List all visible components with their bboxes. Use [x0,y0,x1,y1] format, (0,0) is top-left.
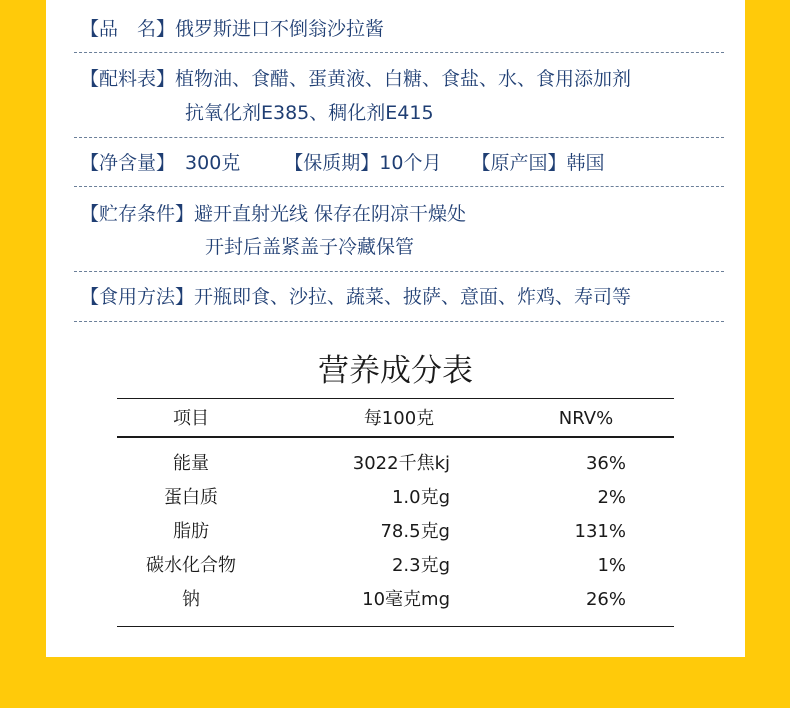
storage-line1: 避开直射光线 保存在阴凉干燥处 [194,203,467,225]
product-info-card [46,0,745,657]
table-bottom-rule [117,626,674,627]
divider [74,137,724,138]
nutrient-amount: 3022千焦kj [352,453,450,474]
nutrient-nrv: 26% [585,589,626,610]
storage-line2: 开封后盖紧盖子冷藏保管 [205,236,415,258]
nutrition-title: 营养成分表 [318,353,473,389]
product-name-value: 俄罗斯进口不倒翁沙拉酱 [175,18,385,40]
header-item: 项目 [173,408,209,429]
table-header-rule [117,436,674,438]
header-per-100g: 每100克 [363,408,435,429]
origin-value: 韩国 [566,152,605,174]
nutrient-nrv: 36% [585,453,626,474]
nutrient-name: 脂肪 [173,521,209,542]
usage-label: 【食用方法】 [80,286,195,308]
storage-row [80,202,466,226]
divider [74,52,724,53]
usage-row [80,285,631,309]
nutrient-nrv: 1% [597,555,626,576]
nutrient-nrv: 131% [574,521,626,542]
ingredients-row-2 [185,101,434,125]
ingredients-line1: 植物油、食醋、蛋黄液、白糖、食盐、水、食用添加剂 [175,68,632,90]
origin-label: 【原产国】 [471,152,567,174]
divider [74,271,724,272]
usage-value: 开瓶即食、沙拉、蔬菜、披萨、意面、炸鸡、寿司等 [194,286,632,308]
product-name-row [80,17,384,41]
nutrient-name: 蛋白质 [164,487,218,508]
shelf-life-label: 【保质期】 [284,152,380,174]
divider [74,321,724,322]
storage-label: 【贮存条件】 [80,203,195,225]
ingredients-row [80,67,631,91]
nutrient-name: 钠 [182,589,200,610]
specs-row [80,151,605,175]
product-name-label: 【品 名】 [80,18,176,40]
nutrient-amount: 1.0克g [391,487,450,508]
net-weight-label: 【净含量】 [80,152,176,174]
nutrient-amount: 10毫克mg [362,589,450,610]
net-weight-value: 300克 [185,152,241,174]
ingredients-line2: 抗氧化剂E385、稠化剂E415 [185,102,434,124]
divider [74,186,724,187]
nutrient-name: 碳水化合物 [146,555,236,576]
nutrient-amount: 2.3克g [391,555,450,576]
nutrient-name: 能量 [173,453,209,474]
nutrient-amount: 78.5克g [380,521,450,542]
storage-row-2 [205,235,414,259]
ingredients-label: 【配料表】 [80,68,176,90]
shelf-life-value: 10个月 [379,152,442,174]
header-nrv: NRV% [558,408,614,429]
nutrient-nrv: 2% [597,487,626,508]
table-top-rule [117,398,674,399]
